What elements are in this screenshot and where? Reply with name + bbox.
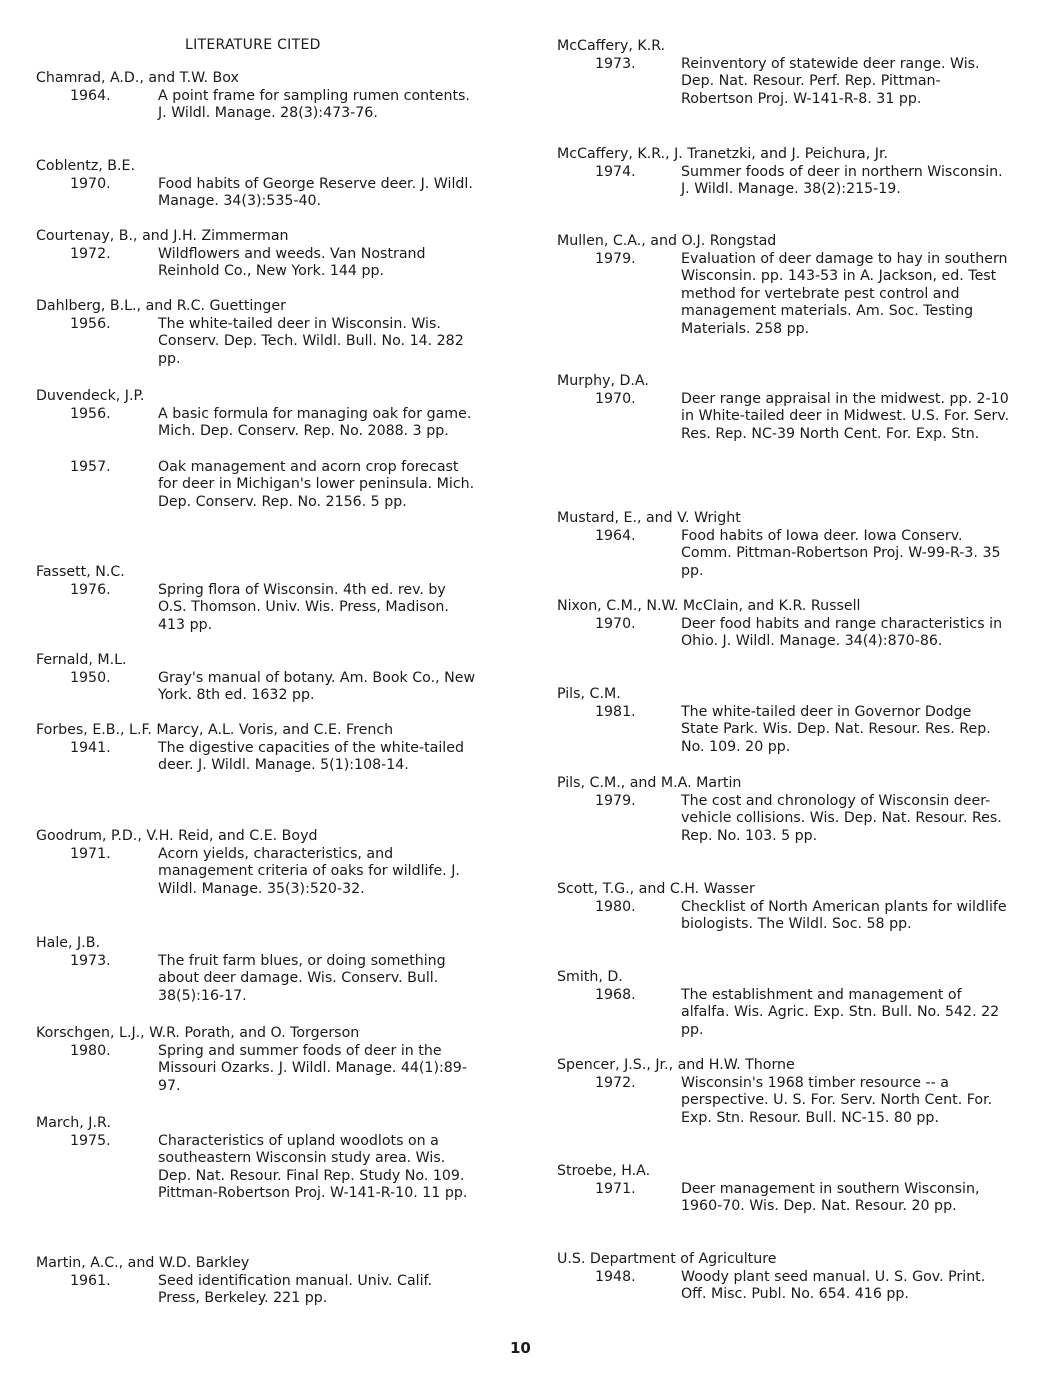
reference-citation: The cost and chronology of Wisconsin deer-vehicle collisions. Wis. Dep. Nat. Resour. Res. Rep. No. 103. 5 pp. bbox=[681, 792, 1002, 844]
reference-author: Nixon, C.M., N.W. McClain, and K.R. Russell bbox=[557, 598, 861, 614]
reference-entry bbox=[36, 828, 478, 898]
reference-work bbox=[557, 1181, 1011, 1216]
reference-year: 1970. bbox=[595, 615, 636, 632]
reference-year: 1979. bbox=[595, 792, 636, 809]
reference-work bbox=[36, 88, 478, 123]
reference-year: 1974. bbox=[595, 163, 636, 180]
reference-entry bbox=[36, 70, 478, 123]
reference-author: Chamrad, A.D., and T.W. Box bbox=[36, 70, 239, 86]
reference-year: 1971. bbox=[70, 845, 111, 862]
reference-work bbox=[557, 987, 1011, 1040]
reference-author: Courtenay, B., and J.H. Zimmerman bbox=[36, 228, 289, 244]
reference-work bbox=[36, 740, 478, 775]
reference-entry bbox=[36, 388, 478, 512]
reference-entry bbox=[36, 1025, 478, 1095]
reference-work bbox=[557, 164, 1011, 199]
reference-author: March, J.R. bbox=[36, 1115, 111, 1131]
reference-entry bbox=[557, 373, 1011, 443]
reference-year: 1970. bbox=[70, 175, 111, 192]
reference-citation: Spring and summer foods of deer in the Missouri Ozarks. J. Wildl. Manage. 44(1):89-97. bbox=[158, 1042, 467, 1094]
reference-work bbox=[36, 406, 478, 441]
reference-citation: The white-tailed deer in Wisconsin. Wis. Conserv. Dep. Tech. Wildl. Bull. No. 14. 282 pp. bbox=[158, 315, 464, 367]
reference-year: 1956. bbox=[70, 405, 111, 422]
reference-citation: Characteristics of upland woodlots on a southeastern Wisconsin study area. Wis. Dep. Nat. Resour. Final Rep. Study No. 109. Pittman-Robertson Proj. W-141-R-10. 11 pp. bbox=[158, 1132, 468, 1202]
reference-entry bbox=[557, 38, 1011, 108]
reference-year: 1948. bbox=[595, 1268, 636, 1285]
reference-year: 1972. bbox=[595, 1074, 636, 1091]
reference-year: 1972. bbox=[70, 245, 111, 262]
reference-citation: Reinventory of statewide deer range. Wis. Dep. Nat. Resour. Perf. Rep. Pittman-Robertson Proj. W-141-R-8. 31 pp. bbox=[681, 55, 980, 107]
reference-citation: Acorn yields, characteristics, and management criteria of oaks for wildlife. J. Wildl. Manage. 35(3):520-32. bbox=[158, 845, 460, 897]
reference-citation: Woody plant seed manual. U. S. Gov. Print. Off. Misc. Publ. No. 654. 416 pp. bbox=[681, 1268, 986, 1303]
reference-entry bbox=[36, 1115, 478, 1203]
reference-author: Mustard, E., and V. Wright bbox=[557, 510, 741, 526]
page-title: LITERATURE CITED bbox=[185, 37, 321, 53]
reference-entry bbox=[557, 1251, 1011, 1304]
reference-work bbox=[557, 1075, 1011, 1128]
reference-author: Stroebe, H.A. bbox=[557, 1163, 651, 1179]
reference-citation: The white-tailed deer in Governor Dodge State Park. Wis. Dep. Nat. Resour. Res. Rep. No. 109. 20 pp. bbox=[681, 703, 991, 755]
reference-citation: Gray's manual of botany. Am. Book Co., New York. 8th ed. 1632 pp. bbox=[158, 669, 476, 704]
reference-author: Mullen, C.A., and O.J. Rongstad bbox=[557, 233, 777, 249]
reference-citation: Evaluation of deer damage to hay in southern Wisconsin. pp. 143-53 in A. Jackson, ed. Test method for vertebrate pest control and management materials. Am. Soc. Testing Materials. 258 pp. bbox=[681, 250, 1008, 337]
reference-year: 1980. bbox=[70, 1042, 111, 1059]
reference-entry bbox=[557, 881, 1011, 934]
reference-citation: The fruit farm blues, or doing something about deer damage. Wis. Conserv. Bull. 38(5):16-17. bbox=[158, 952, 446, 1004]
reference-entry bbox=[36, 158, 478, 211]
reference-work bbox=[557, 616, 1011, 651]
reference-entry bbox=[557, 598, 1011, 651]
reference-citation: The establishment and management of alfalfa. Wis. Agric. Exp. Stn. Bull. No. 542. 22 pp. bbox=[681, 986, 1000, 1038]
reference-author: Smith, D. bbox=[557, 969, 623, 985]
page-number: 10 bbox=[510, 1339, 531, 1357]
reference-author: Hale, J.B. bbox=[36, 935, 100, 951]
reference-entry bbox=[557, 146, 1011, 199]
reference-citation: Seed identification manual. Univ. Calif. Press, Berkeley. 221 pp. bbox=[158, 1272, 433, 1307]
reference-entry bbox=[557, 686, 1011, 756]
reference-author: Goodrum, P.D., V.H. Reid, and C.E. Boyd bbox=[36, 828, 318, 844]
reference-entry bbox=[557, 969, 1011, 1039]
reference-entry bbox=[557, 775, 1011, 845]
reference-author: McCaffery, K.R., J. Tranetzki, and J. Peichura, Jr. bbox=[557, 146, 888, 162]
reference-citation: Deer management in southern Wisconsin, 1960-70. Wis. Dep. Nat. Resour. 20 pp. bbox=[681, 1180, 980, 1215]
reference-year: 1973. bbox=[595, 55, 636, 72]
reference-work bbox=[36, 582, 478, 635]
reference-author: Dahlberg, B.L., and R.C. Guettinger bbox=[36, 298, 286, 314]
reference-work bbox=[36, 1273, 478, 1308]
reference-author: Pils, C.M., and M.A. Martin bbox=[557, 775, 742, 791]
reference-entry bbox=[36, 564, 478, 634]
reference-citation: Spring flora of Wisconsin. 4th ed. rev. by O.S. Thomson. Univ. Wis. Press, Madison. 413 pp. bbox=[158, 581, 449, 633]
reference-author: Fassett, N.C. bbox=[36, 564, 125, 580]
reference-entry bbox=[36, 722, 478, 775]
reference-entry bbox=[557, 233, 1011, 339]
reference-citation: Oak management and acorn crop forecast for deer in Michigan's lower peninsula. Mich. Dep. Conserv. Rep. No. 2156. 5 pp. bbox=[158, 458, 475, 510]
reference-author: Korschgen, L.J., W.R. Porath, and O. Torgerson bbox=[36, 1025, 360, 1041]
reference-year: 1979. bbox=[595, 250, 636, 267]
reference-year: 1957. bbox=[70, 458, 111, 475]
reference-year: 1970. bbox=[595, 390, 636, 407]
reference-year: 1968. bbox=[595, 986, 636, 1003]
reference-year: 1964. bbox=[70, 87, 111, 104]
reference-work bbox=[557, 528, 1011, 581]
reference-work bbox=[36, 459, 478, 512]
reference-work bbox=[557, 1269, 1011, 1304]
reference-entry bbox=[557, 1057, 1011, 1127]
reference-work bbox=[557, 56, 1011, 109]
reference-work bbox=[36, 176, 478, 211]
reference-citation: A point frame for sampling rumen contents. J. Wildl. Manage. 28(3):473-76. bbox=[158, 87, 470, 122]
reference-work bbox=[36, 670, 478, 705]
reference-author: U.S. Department of Agriculture bbox=[557, 1251, 777, 1267]
reference-author: Scott, T.G., and C.H. Wasser bbox=[557, 881, 755, 897]
reference-year: 1956. bbox=[70, 315, 111, 332]
reference-year: 1981. bbox=[595, 703, 636, 720]
reference-work bbox=[557, 793, 1011, 846]
reference-year: 1975. bbox=[70, 1132, 111, 1149]
reference-author: Spencer, J.S., Jr., and H.W. Thorne bbox=[557, 1057, 795, 1073]
reference-citation: The digestive capacities of the white-tailed deer. J. Wildl. Manage. 5(1):108-14. bbox=[158, 739, 464, 774]
reference-year: 1980. bbox=[595, 898, 636, 915]
reference-year: 1950. bbox=[70, 669, 111, 686]
reference-work bbox=[557, 251, 1011, 339]
reference-work bbox=[557, 391, 1011, 444]
reference-work bbox=[36, 846, 478, 899]
reference-work bbox=[36, 316, 478, 369]
reference-citation: Wisconsin's 1968 timber resource -- a perspective. U. S. For. Serv. North Cent. For. Exp. Stn. Resour. Bull. NC-15. 80 pp. bbox=[681, 1074, 993, 1126]
reference-citation: Deer food habits and range characteristics in Ohio. J. Wildl. Manage. 34(4):870-86. bbox=[681, 615, 1003, 650]
reference-citation: Summer foods of deer in northern Wisconsin. J. Wildl. Manage. 38(2):215-19. bbox=[681, 163, 1003, 198]
reference-entry bbox=[557, 510, 1011, 580]
reference-citation: Food habits of George Reserve deer. J. Wildl. Manage. 34(3):535-40. bbox=[158, 175, 473, 210]
reference-author: Murphy, D.A. bbox=[557, 373, 649, 389]
reference-entry bbox=[36, 228, 478, 281]
reference-entry bbox=[36, 1255, 478, 1308]
reference-year: 1976. bbox=[70, 581, 111, 598]
reference-year: 1973. bbox=[70, 952, 111, 969]
reference-author: Pils, C.M. bbox=[557, 686, 621, 702]
reference-year: 1964. bbox=[595, 527, 636, 544]
reference-citation: A basic formula for managing oak for game. Mich. Dep. Conserv. Rep. No. 2088. 3 pp. bbox=[158, 405, 472, 440]
reference-citation: Deer range appraisal in the midwest. pp. 2-10 in White-tailed deer in Midwest. U.S. For. Serv. Res. Rep. NC-39 North Cent. For. Exp. Stn. bbox=[681, 390, 1010, 442]
reference-work bbox=[36, 1043, 478, 1096]
reference-entry bbox=[557, 1163, 1011, 1216]
reference-author: Coblentz, B.E. bbox=[36, 158, 136, 174]
reference-work bbox=[557, 899, 1011, 934]
reference-work bbox=[36, 246, 478, 281]
reference-entry bbox=[36, 298, 478, 368]
reference-year: 1971. bbox=[595, 1180, 636, 1197]
reference-year: 1941. bbox=[70, 739, 111, 756]
reference-entry bbox=[36, 652, 478, 705]
reference-author: Forbes, E.B., L.F. Marcy, A.L. Voris, and C.E. French bbox=[36, 722, 394, 738]
reference-citation: Wildflowers and weeds. Van Nostrand Reinhold Co., New York. 144 pp. bbox=[158, 245, 426, 280]
reference-entry bbox=[36, 935, 478, 1005]
reference-work bbox=[36, 953, 478, 1006]
reference-year: 1961. bbox=[70, 1272, 111, 1289]
reference-author: McCaffery, K.R. bbox=[557, 38, 666, 54]
reference-work bbox=[557, 704, 1011, 757]
reference-author: Fernald, M.L. bbox=[36, 652, 127, 668]
reference-work bbox=[36, 1133, 478, 1203]
reference-author: Martin, A.C., and W.D. Barkley bbox=[36, 1255, 250, 1271]
reference-citation: Food habits of Iowa deer. Iowa Conserv. Comm. Pittman-Robertson Proj. W-99-R-3. 35 pp. bbox=[681, 527, 1001, 579]
reference-author: Duvendeck, J.P. bbox=[36, 388, 145, 404]
reference-citation: Checklist of North American plants for wildlife biologists. The Wildl. Soc. 58 pp. bbox=[681, 898, 1007, 933]
